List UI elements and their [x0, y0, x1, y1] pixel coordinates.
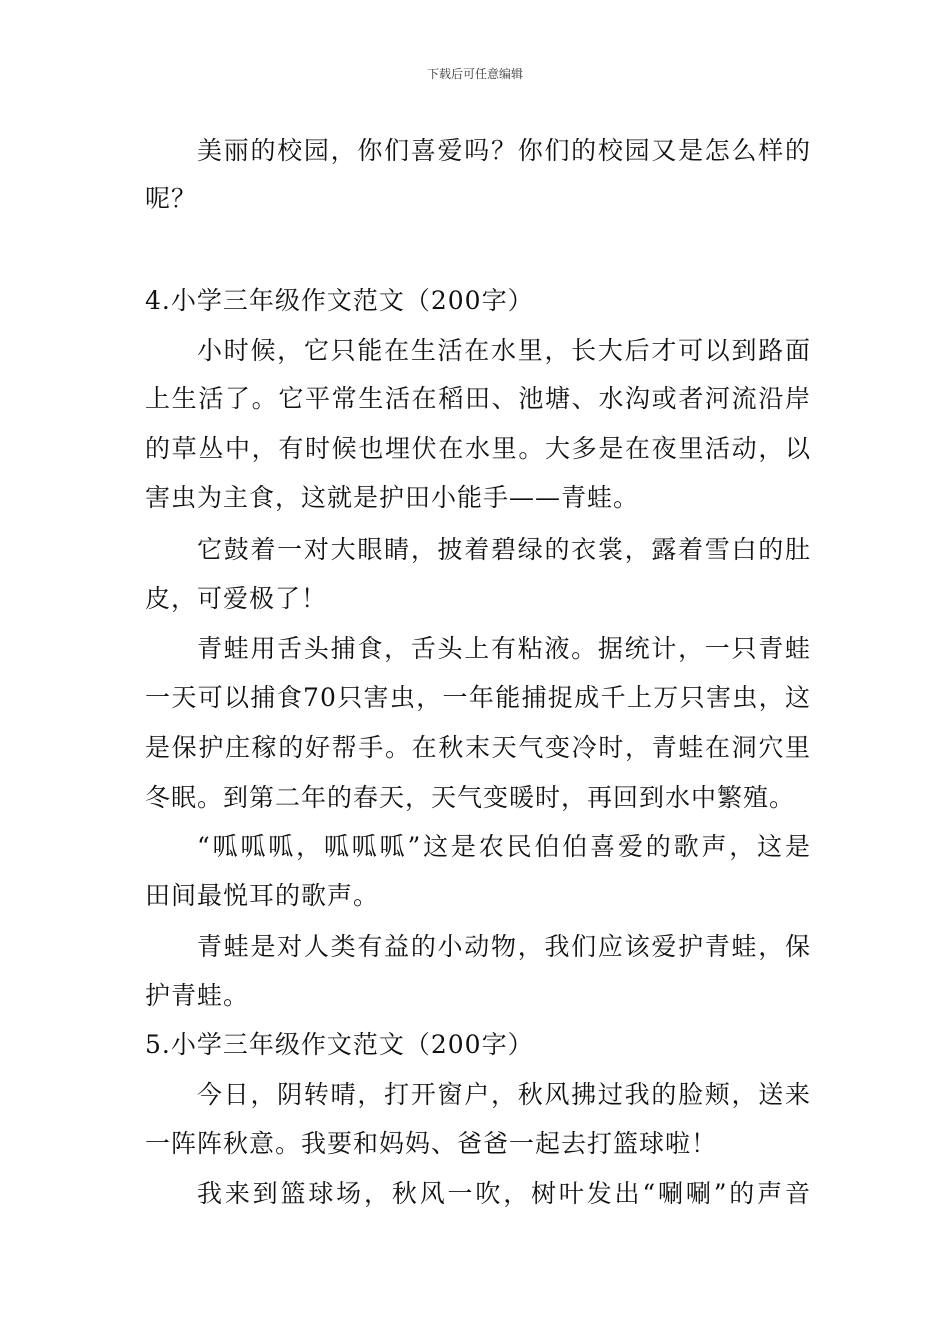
paragraph-line: 今日，阴转晴，打开窗户，秋风拂过我的脸颊，送来: [197, 1080, 811, 1109]
paragraph-line: 护青蛙。: [145, 981, 250, 1010]
paragraph-line: 青蛙是对人类有益的小动物，我们应该爱护青蛙，保: [197, 932, 811, 961]
paragraph-line: 田间最悦耳的歌声。: [145, 881, 380, 910]
paragraph-line: 一阵阵秋意。我要和妈妈、爸爸一起去打篮球啦！: [145, 1129, 718, 1158]
paragraph-line: “呱呱呱，呱呱呱”这是农民伯伯喜爱的歌声，这是: [197, 832, 811, 861]
paragraph-line: 皮，可爱极了！: [145, 584, 328, 613]
section-heading: 4.小学三年级作文范文（200字）: [145, 286, 534, 315]
page-header: 下载后可任意编辑: [426, 67, 523, 81]
paragraph-line: 的草丛中，有时候也埋伏在水里。大多是在夜里活动，以: [145, 434, 811, 463]
paragraph-line: 我来到篮球场，秋风一吹，树叶发出“唰唰”的声音: [197, 1179, 811, 1208]
paragraph-line: 它鼓着一对大眼睛，披着碧绿的衣裳，露着雪白的肚: [197, 535, 811, 564]
paragraph-line: 呢？: [145, 184, 198, 213]
paragraph-line: 小时候，它只能在生活在水里，长大后才可以到路面: [197, 336, 811, 365]
section-heading: 5.小学三年级作文范文（200字）: [145, 1030, 534, 1059]
paragraph-line: 青蛙用舌头捕食，舌头上有粘液。据统计，一只青蛙: [197, 634, 811, 663]
paragraph-line: 一天可以捕食70只害虫，一年能捕捉成千上万只害虫，这: [145, 683, 811, 712]
paragraph-line: 害虫为主食，这就是护田小能手——青蛙。: [145, 483, 640, 512]
paragraph-line: 上生活了。它平常生活在稻田、池塘、水沟或者河流沿岸: [145, 384, 811, 413]
paragraph-line: 是保护庄稼的好帮手。在秋末天气变冷时，青蛙在洞穴里: [145, 733, 811, 762]
paragraph-line: 冬眠。到第二年的春天，天气变暖时，再回到水中繁殖。: [145, 783, 796, 812]
paragraph-line: 美丽的校园，你们喜爱吗？你们的校园又是怎么样的: [197, 136, 811, 165]
